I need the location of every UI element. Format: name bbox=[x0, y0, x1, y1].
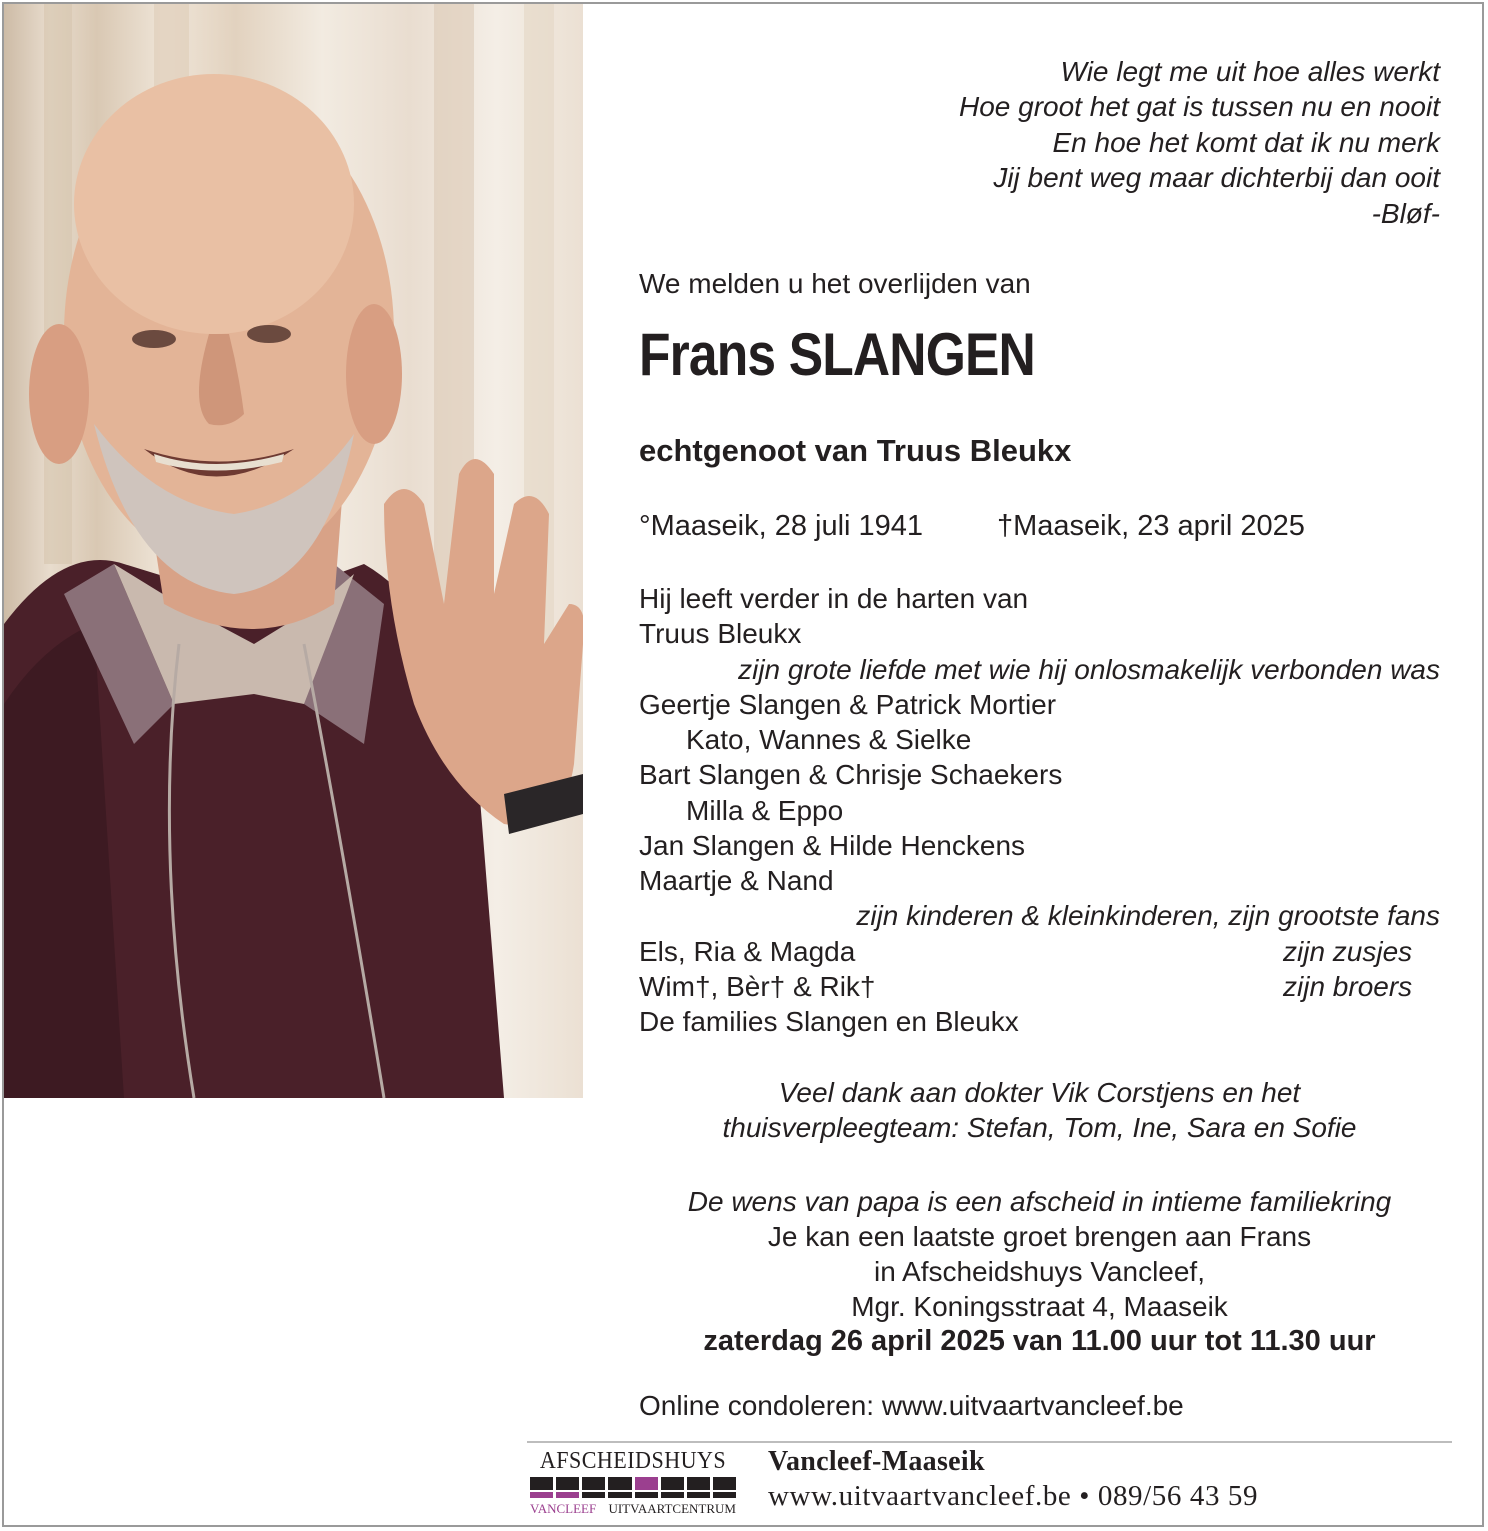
deceased-name: Frans SLANGEN bbox=[639, 321, 1035, 388]
family-row: Maartje & Nand bbox=[639, 865, 834, 896]
farewell-wish: De wens van papa is een afscheid in intieme familiekring bbox=[687, 1186, 1392, 1217]
footer-divider bbox=[527, 1441, 1452, 1443]
farewell-line: in Afscheidshuys Vancleef, bbox=[873, 1256, 1205, 1287]
family-row bbox=[639, 969, 1440, 1004]
thanks-block bbox=[639, 1075, 1440, 1145]
brand-name: Vancleef-Maaseik bbox=[768, 1446, 985, 1477]
poem-author: -Bløf- bbox=[1371, 197, 1440, 229]
family-row: zijn grote liefde met wie hij onlosmakelijk verbonden was bbox=[738, 653, 1440, 685]
family-names: Wim†, Bèr† & Rik† bbox=[639, 970, 876, 1002]
poem bbox=[959, 54, 1440, 231]
poem-line: Jij bent weg maar dichterbij dan ooit bbox=[993, 162, 1440, 194]
announcement-intro: We melden u het overlijden van bbox=[639, 268, 1031, 299]
logo-title: AFSCHEIDSHUYS bbox=[539, 1448, 727, 1474]
poem-line: En hoe het komt dat ik nu merk bbox=[1052, 126, 1440, 158]
logo-subtitle bbox=[530, 1501, 736, 1517]
funeral-home-contact bbox=[768, 1446, 1258, 1513]
logo-right: UITVAARTCENTRUM bbox=[608, 1501, 736, 1516]
logo-bar bbox=[530, 1492, 736, 1498]
farewell-block bbox=[639, 1184, 1440, 1359]
farewell-line: Je kan een laatste groet brengen aan Frans bbox=[767, 1221, 1312, 1252]
family-row: Bart Slangen & Chrisje Schaekers bbox=[639, 759, 1063, 791]
family-names: Els, Ria & Magda bbox=[639, 935, 856, 967]
death-date: †Maaseik, 23 april 2025 bbox=[997, 510, 1305, 542]
poem-line: Hoe groot het gat is tussen nu en nooit bbox=[959, 91, 1440, 123]
family-row: Hij leeft verder in de harten van bbox=[639, 583, 1029, 614]
poem-line: Wie legt me uit hoe alles werkt bbox=[1060, 56, 1440, 87]
logo-left: VANCLEEF bbox=[530, 1501, 597, 1516]
brand-contact[interactable]: www.uitvaartvancleef.be • 089/56 43 59 bbox=[768, 1480, 1259, 1512]
family-row: Geertje Slangen & Patrick Mortier bbox=[639, 688, 1057, 720]
spouse-line: echtgenoot van Truus Bleukx bbox=[639, 433, 1072, 468]
farewell-datetime: zaterdag 26 april 2025 van 11.00 uur tot 11.30 uur bbox=[703, 1325, 1376, 1357]
thanks-line: Veel dank aan dokter Vik Corstjens en het bbox=[778, 1077, 1301, 1108]
family-relation: zijn broers bbox=[1283, 970, 1413, 1002]
farewell-address: Mgr. Koningsstraat 4, Maaseik bbox=[851, 1291, 1228, 1322]
family-row: Jan Slangen & Hilde Henckens bbox=[639, 829, 1026, 861]
thanks-line: thuisverpleegteam: Stefan, Tom, Ine, Sara en Sofie bbox=[722, 1112, 1357, 1143]
portrait-photo bbox=[4, 4, 583, 1098]
family-row: Milla & Eppo bbox=[686, 794, 844, 826]
family-list bbox=[639, 581, 1440, 1039]
family-row: zijn kinderen & kleinkinderen, zijn grootste fans bbox=[856, 900, 1440, 932]
family-row: Kato, Wannes & Sielke bbox=[686, 724, 972, 755]
family-row: Truus Bleukx bbox=[639, 618, 802, 650]
online-condolence-link[interactable]: Online condoleren: www.uitvaartvancleef.be bbox=[639, 1390, 1184, 1421]
portrait-illustration bbox=[4, 4, 583, 1098]
family-row bbox=[639, 934, 1440, 969]
logo-bar bbox=[530, 1477, 736, 1490]
funeral-home-logo bbox=[530, 1448, 736, 1517]
family-row: De families Slangen en Bleukx bbox=[639, 1006, 1019, 1037]
family-relation: zijn zusjes bbox=[1283, 935, 1413, 967]
birth-date: °Maaseik, 28 juli 1941 bbox=[639, 510, 924, 542]
